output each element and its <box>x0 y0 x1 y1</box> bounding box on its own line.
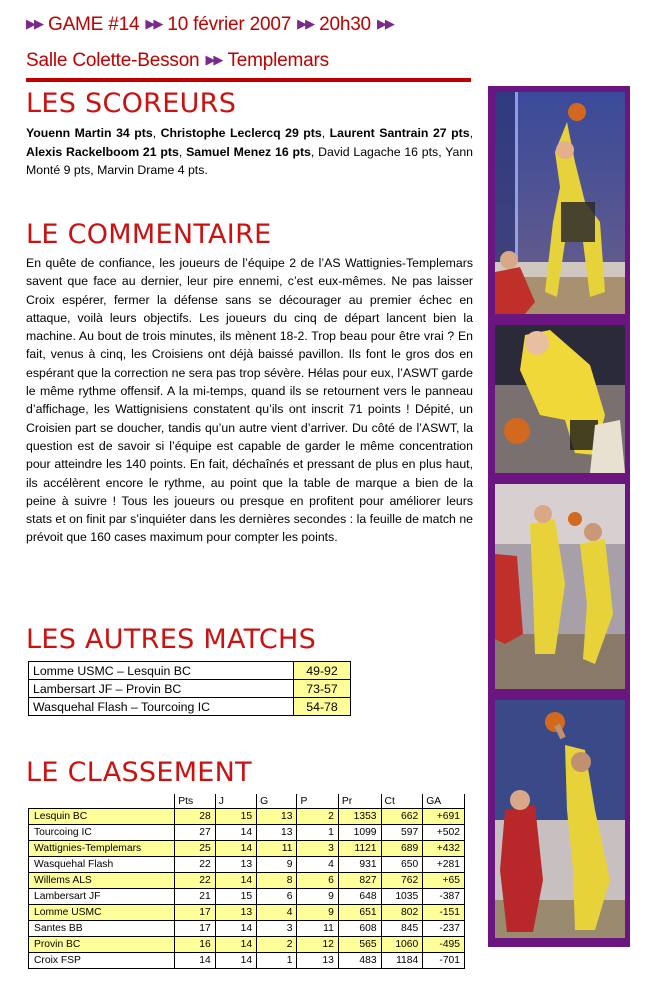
games-won: 1 <box>257 953 297 969</box>
points-against: 845 <box>381 921 423 937</box>
team-name: Lomme USMC <box>29 905 175 921</box>
games-played: 14 <box>215 825 256 841</box>
team-name: Santes BB <box>29 921 175 937</box>
games-played: 14 <box>215 873 256 889</box>
point-difference: +65 <box>423 873 465 889</box>
team-points: 22 <box>175 857 215 873</box>
match-score: 54-78 <box>294 698 351 716</box>
scorers-title: LES SCOREURS <box>26 88 237 119</box>
scorer-bold: Laurent Santrain 27 pts <box>329 126 470 140</box>
point-difference: +281 <box>423 857 465 873</box>
games-played: 15 <box>215 889 256 905</box>
team-name: Croix FSP <box>29 953 175 969</box>
point-difference: -151 <box>423 905 465 921</box>
games-played: 13 <box>215 905 256 921</box>
games-won: 4 <box>257 905 297 921</box>
games-lost: 9 <box>297 889 338 905</box>
double-arrow-icon: ▶▶ <box>205 52 222 67</box>
point-difference: +691 <box>423 809 465 825</box>
games-won: 13 <box>257 809 297 825</box>
team-name: Wattignies-Templemars <box>29 841 175 857</box>
game-header <box>26 14 399 36</box>
games-played: 14 <box>215 841 256 857</box>
double-arrow-icon: ▶▶ <box>26 16 42 31</box>
games-played: 13 <box>215 857 256 873</box>
table-row <box>29 698 351 716</box>
games-won: 2 <box>257 937 297 953</box>
team-name: Lesquin BC <box>29 809 175 825</box>
team-points: 16 <box>175 937 215 953</box>
points-for: 648 <box>338 889 381 905</box>
team-name: Tourcoing IC <box>29 825 175 841</box>
point-difference: +432 <box>423 841 465 857</box>
point-difference: -701 <box>423 953 465 969</box>
commentary-title: LE COMMENTAIRE <box>26 219 272 250</box>
points-for: 931 <box>338 857 381 873</box>
team-points: 17 <box>175 921 215 937</box>
points-against: 762 <box>381 873 423 889</box>
points-against: 1060 <box>381 937 423 953</box>
scorers-text: Youenn Martin 34 pts, Christophe Leclercq 29 pts, Laurent Santrain 27 pts, Alexis Rackelboom 21 pts, Samuel Menez 16 pts, David Lagache 16 pts, Yann Monté 9 pts, Marvin Drame 4 pts. <box>26 126 473 177</box>
team-name: Wasquehal Flash <box>29 857 175 873</box>
double-arrow-icon: ▶▶ <box>145 16 162 31</box>
game-time: 20h30 <box>319 14 371 35</box>
venue-header <box>26 50 329 72</box>
team-name: Willems ALS <box>29 873 175 889</box>
team-name: Provin BC <box>29 937 175 953</box>
table-header-row <box>29 794 465 809</box>
team-points: 17 <box>175 905 215 921</box>
games-played: 15 <box>215 809 256 825</box>
games-played: 14 <box>215 953 256 969</box>
games-lost: 2 <box>297 809 338 825</box>
points-against: 802 <box>381 905 423 921</box>
basketball-photo-2 <box>495 325 625 473</box>
table-row <box>29 857 465 873</box>
points-for: 1099 <box>338 825 381 841</box>
match-name: Wasquehal Flash – Tourcoing IC <box>29 698 294 716</box>
games-won: 6 <box>257 889 297 905</box>
game-number: GAME #14 <box>48 14 140 35</box>
team-points: 27 <box>175 825 215 841</box>
table-row <box>29 841 465 857</box>
match-score: 49-92 <box>294 662 351 680</box>
other-matches-table <box>28 661 351 716</box>
points-for: 1353 <box>338 809 381 825</box>
games-lost: 12 <box>297 937 338 953</box>
standings-title: LE CLASSEMENT <box>26 757 252 788</box>
header-divider <box>26 78 471 82</box>
games-won: 9 <box>257 857 297 873</box>
points-against: 689 <box>381 841 423 857</box>
table-row <box>29 809 465 825</box>
table-row <box>29 873 465 889</box>
other-matches-title: LES AUTRES MATCHS <box>26 624 317 655</box>
table-row <box>29 889 465 905</box>
scorers-other: David Lagache 16 pts, Yann Monté 9 pts, Marvin Drame 4 pts. <box>26 144 473 177</box>
points-for: 651 <box>338 905 381 921</box>
points-against: 1035 <box>381 889 423 905</box>
team-points: 22 <box>175 873 215 889</box>
table-row <box>29 905 465 921</box>
points-for: 827 <box>338 873 381 889</box>
scorer-bold: Christophe Leclercq 29 pts <box>160 126 322 140</box>
games-won: 11 <box>257 841 297 857</box>
double-arrow-icon: ▶▶ <box>376 16 393 31</box>
venue-name: Salle Colette-Besson <box>26 50 200 71</box>
games-won: 8 <box>257 873 297 889</box>
games-played: 14 <box>215 937 256 953</box>
points-against: 662 <box>381 809 423 825</box>
games-won: 3 <box>257 921 297 937</box>
points-for: 1121 <box>338 841 381 857</box>
scorer-bold: Youenn Martin 34 pts <box>26 126 153 140</box>
table-row <box>29 937 465 953</box>
team-points: 25 <box>175 841 215 857</box>
game-date: 10 février 2007 <box>167 14 292 35</box>
games-lost: 3 <box>297 841 338 857</box>
games-lost: 6 <box>297 873 338 889</box>
match-score: 73-57 <box>294 680 351 698</box>
games-won: 13 <box>257 825 297 841</box>
column-header: Ct <box>381 794 423 809</box>
venue-city: Templemars <box>227 50 329 71</box>
games-lost: 1 <box>297 825 338 841</box>
table-row <box>29 680 351 698</box>
table-row <box>29 662 351 680</box>
team-points: 21 <box>175 889 215 905</box>
column-header: Pr <box>338 794 381 809</box>
games-lost: 13 <box>297 953 338 969</box>
basketball-photo-4 <box>495 700 625 938</box>
team-name: Lambersart JF <box>29 889 175 905</box>
games-played: 14 <box>215 921 256 937</box>
point-difference: -387 <box>423 889 465 905</box>
match-name: Lomme USMC – Lesquin BC <box>29 662 294 680</box>
table-row <box>29 825 465 841</box>
scorer-bold: Samuel Menez 16 pts <box>186 144 311 159</box>
column-header: G <box>257 794 297 809</box>
scorer-bold: Alexis Rackelboom 21 pts <box>26 144 179 159</box>
match-name: Lambersart JF – Provin BC <box>29 680 294 698</box>
points-for: 483 <box>338 953 381 969</box>
standings-table <box>28 794 465 969</box>
column-header <box>29 794 175 809</box>
column-header: GA <box>423 794 465 809</box>
points-for: 608 <box>338 921 381 937</box>
basketball-photo-3 <box>495 484 625 689</box>
games-lost: 11 <box>297 921 338 937</box>
point-difference: -237 <box>423 921 465 937</box>
point-difference: -495 <box>423 937 465 953</box>
games-lost: 9 <box>297 905 338 921</box>
team-points: 14 <box>175 953 215 969</box>
double-arrow-icon: ▶▶ <box>297 16 314 31</box>
points-for: 565 <box>338 937 381 953</box>
table-row <box>29 921 465 937</box>
point-difference: +502 <box>423 825 465 841</box>
points-against: 1184 <box>381 953 423 969</box>
games-lost: 4 <box>297 857 338 873</box>
column-header: P <box>297 794 338 809</box>
commentary-text: En quête de confiance, les joueurs de l’équipe 2 de l’AS Wattignies-Templemars savent que face au dernier, leur pire ennemi, c’est eux-mêmes. Ne pas laisser Croix espérer, fermer la défense sans se décourager au premier échec en attaque, voilà leurs objectifs. Les joueurs du cinq de départ lancent bien la machine. Au bout de trois minutes, ils mènent 18-2. Trop beau pour être vrai ? En fait, venus à cinq, les Croisiens ont déjà baissé pavillon. Ils font le gros dos en espérant que la correction ne sera pas trop sévère. Hélas pour eux, l’ASWT garde le même rythme offensif. A la mi-temps, quand ils se retournent vers le panneau d’affichage, les Wattignisiens constatent qu’ils ont inscrit 71 points ! Dépité, un Croisien part se doucher, tandis qu’un autre vient d’arriver. Du côté de l’ASWT, la question est de savoir si l’équipe est capable de garder le même concentration pour atteindre les 140 points. En fait, déchaînés et pressant de plus en plus haut, ils accélèrent encore le rythme, au point que la table de marque a bien de la peine à suivre ! Tous les joueurs ou presque en profitent pour améliorer leurs stats et on finit par s’inquiéter dans les dernières secondes : la feuille de match ne prévoit que 160 cases maximum pour compter les points. <box>26 256 473 545</box>
basketball-photo-1 <box>495 92 625 314</box>
points-against: 597 <box>381 825 423 841</box>
points-against: 650 <box>381 857 423 873</box>
team-points: 28 <box>175 809 215 825</box>
table-row <box>29 953 465 969</box>
column-header: J <box>215 794 256 809</box>
column-header: Pts <box>175 794 215 809</box>
